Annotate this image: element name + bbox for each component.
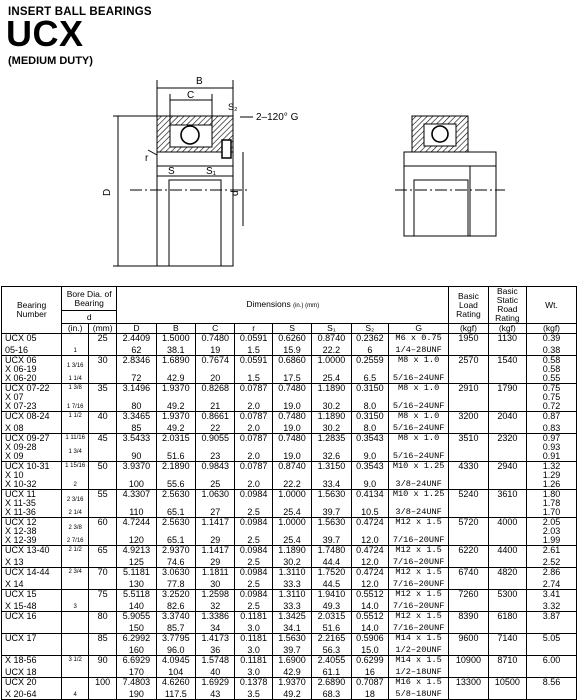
dim-s1: 1.0000 25.4 xyxy=(312,356,351,384)
dim-c: 1.1417 29 xyxy=(196,518,235,546)
static-rating: 4400 xyxy=(488,546,526,568)
bore-mm: 75 xyxy=(89,590,117,612)
table-row xyxy=(2,590,577,612)
table-row xyxy=(2,518,577,546)
header-col-D: D xyxy=(117,324,156,334)
dim-s2: 0.3150 8.0 xyxy=(351,412,388,434)
weight: 8.56 xyxy=(527,678,577,700)
dim-r: 0.0984 2.5 xyxy=(235,490,272,518)
dim-s1: 1.2835 32.6 xyxy=(312,434,351,462)
dim-d: 5.1181 130 xyxy=(117,568,156,590)
table-row xyxy=(2,678,577,700)
dim-b: 1.5000 38.1 xyxy=(156,334,195,356)
bore-mm: 50 xyxy=(89,462,117,490)
bore-inch: 1 3/16 1 1/4 xyxy=(62,356,89,384)
bore-inch: 1 11/16 1 3/4 xyxy=(62,434,89,462)
weight: 2.61 2.52 xyxy=(527,546,577,568)
bore-inch: 2 3/16 2 1/4 xyxy=(62,490,89,518)
dim-s1: 2.6890 68.3 xyxy=(312,678,351,700)
dim-c: 1.6929 43 xyxy=(196,678,235,700)
dim-s1: 1.9410 49.3 xyxy=(312,590,351,612)
table-row xyxy=(2,546,577,568)
bearing-number: UCX 14-44 X 14 xyxy=(2,568,62,590)
bore-mm: 35 xyxy=(89,384,117,412)
header-mm: (mm) xyxy=(89,324,117,334)
dim-c: 0.7674 20 xyxy=(196,356,235,384)
dim-s: 0.6260 15.9 xyxy=(272,334,311,356)
weight: 6.00 xyxy=(527,656,577,678)
bore-inch: 4 xyxy=(62,678,89,700)
header-col-G: G xyxy=(389,324,449,334)
bore-mm: 45 xyxy=(89,434,117,462)
thread-g: M14 x 1.5 1/2–18UNF xyxy=(389,656,449,678)
dim-s2: 0.2362 6 xyxy=(351,334,388,356)
header-col-C: C xyxy=(196,324,235,334)
label-C: C xyxy=(187,90,195,101)
dim-s1: 1.5630 39.7 xyxy=(312,518,351,546)
dim-b: 2.1890 55.6 xyxy=(156,462,195,490)
table-row xyxy=(2,656,577,678)
dim-s2: 0.5906 15.0 xyxy=(351,634,388,656)
label-setscrew: 2–120° G xyxy=(256,112,299,123)
label-B: B xyxy=(196,76,203,87)
bearing-number: UCX 17 xyxy=(2,634,62,656)
dim-s: 1.3425 34.1 xyxy=(272,612,311,634)
thread-g: M8 x 1.0 5/16–24UNF xyxy=(389,434,449,462)
label-S1: S₁ xyxy=(206,166,217,177)
dim-s1: 2.2165 56.3 xyxy=(312,634,351,656)
header-kgf-wt: (kgf) xyxy=(527,324,577,334)
dim-s2: 0.3543 9.0 xyxy=(351,434,388,462)
dim-s: 1.1890 30.2 xyxy=(272,546,311,568)
dim-s: 0.7480 19.0 xyxy=(272,412,311,434)
static-rating: 4000 xyxy=(488,518,526,546)
table-row xyxy=(2,634,577,656)
thread-g: M8 x 1.0 5/16–24UNF xyxy=(389,356,449,384)
dim-s2: 0.7087 18 xyxy=(351,678,388,700)
bearing-number: UCX 13-40 X 13 xyxy=(2,546,62,568)
dim-r: 0.0591 1.5 xyxy=(235,356,272,384)
dim-s: 0.7480 19.0 xyxy=(272,434,311,462)
bearing-number: UCX 20 X 20-64 xyxy=(2,678,62,700)
table-row xyxy=(2,462,577,490)
dynamic-rating: 4330 xyxy=(449,462,488,490)
dim-c: 0.8661 22 xyxy=(196,412,235,434)
dynamic-rating: 6740 xyxy=(449,568,488,590)
category-title: INSERT BALL BEARINGS xyxy=(8,6,152,18)
dim-s: 1.9370 49.2 xyxy=(272,678,311,700)
bore-mm: 90 xyxy=(89,656,117,678)
dim-b: 2.5630 65.1 xyxy=(156,518,195,546)
dim-d: 3.9370 100 xyxy=(117,462,156,490)
header-weight: Wt. xyxy=(527,287,577,324)
bearing-number: UCX 07-22 X 07 X 07-23 xyxy=(2,384,62,412)
static-rating: 3610 xyxy=(488,490,526,518)
bore-mm: 70 xyxy=(89,568,117,590)
header-in: (in.) xyxy=(62,324,89,334)
static-rating: 7140 xyxy=(488,634,526,656)
dim-c: 0.7480 19 xyxy=(196,334,235,356)
dim-d: 4.3307 110 xyxy=(117,490,156,518)
table-row xyxy=(2,490,577,518)
bearing-number: UCX 10-31 X 10 X 10-32 xyxy=(2,462,62,490)
dim-s: 0.8740 22.2 xyxy=(272,462,311,490)
weight: 2.05 2.03 1.99 xyxy=(527,518,577,546)
weight: 1.80 1.78 1.70 xyxy=(527,490,577,518)
bore-mm: 100 xyxy=(89,678,117,700)
dim-b: 2.5630 65.1 xyxy=(156,490,195,518)
dim-s2: 0.5512 14.0 xyxy=(351,612,388,634)
dim-c: 0.8268 21 xyxy=(196,384,235,412)
dim-s2: 0.6299 16 xyxy=(351,656,388,678)
header-kgf-dyn: (kgf) xyxy=(449,324,488,334)
static-rating: 1540 xyxy=(488,356,526,384)
dim-d: 2.4409 62 xyxy=(117,334,156,356)
dim-b: 2.0315 51.6 xyxy=(156,434,195,462)
header-col-r: r xyxy=(235,324,272,334)
header-col-B: B xyxy=(156,324,195,334)
bore-inch: 2 3/8 2 7/16 xyxy=(62,518,89,546)
dim-c: 1.4173 36 xyxy=(196,634,235,656)
bearing-number: UCX 11 X 11-35 X 11-36 xyxy=(2,490,62,518)
dim-s1: 1.7520 44.5 xyxy=(312,568,351,590)
label-d: d xyxy=(230,190,241,196)
thread-g: M6 x 0.75 1/4–28UNF xyxy=(389,334,449,356)
dim-s: 1.6900 42.9 xyxy=(272,656,311,678)
dim-r: 0.1181 3.0 xyxy=(235,656,272,678)
dim-s2: 0.2559 6.5 xyxy=(351,356,388,384)
bore-inch: 3 xyxy=(62,590,89,612)
weight: 0.97 0.93 0.91 xyxy=(527,434,577,462)
static-rating: 1130 xyxy=(488,334,526,356)
dim-r: 0.0984 2.5 xyxy=(235,590,272,612)
label-D: D xyxy=(102,188,113,196)
dynamic-rating: 5240 xyxy=(449,490,488,518)
dim-r: 0.0787 2.0 xyxy=(235,384,272,412)
table-row xyxy=(2,412,577,434)
side-view xyxy=(395,116,505,236)
dim-s2: 0.4724 12.0 xyxy=(351,518,388,546)
dim-r: 0.0984 2.5 xyxy=(235,568,272,590)
table-row xyxy=(2,334,577,356)
static-rating: 10500 xyxy=(488,678,526,700)
dim-r: 0.0591 1.5 xyxy=(235,334,272,356)
bearing-number: X 18-56 UCX 18 xyxy=(2,656,62,678)
bore-mm: 25 xyxy=(89,334,117,356)
bore-inch: 2 3/4 xyxy=(62,568,89,590)
dynamic-rating: 10900 xyxy=(449,656,488,678)
dim-c: 1.0630 27 xyxy=(196,490,235,518)
dim-b: 3.3740 85.7 xyxy=(156,612,195,634)
dim-d: 4.9213 125 xyxy=(117,546,156,568)
bore-mm: 60 xyxy=(89,518,117,546)
dynamic-rating: 5720 xyxy=(449,518,488,546)
dim-s2: 0.3543 9.0 xyxy=(351,462,388,490)
header-d: d xyxy=(62,311,117,324)
dim-b: 4.0945 104 xyxy=(156,656,195,678)
dynamic-rating: 6220 xyxy=(449,546,488,568)
dim-s1: 2.0315 51.6 xyxy=(312,612,351,634)
bearing-number: UCX 05 05-16 xyxy=(2,334,62,356)
dynamic-rating: 8390 xyxy=(449,612,488,634)
dim-d: 3.3465 85 xyxy=(117,412,156,434)
dim-b: 1.6890 42.9 xyxy=(156,356,195,384)
header-col-S: S xyxy=(272,324,311,334)
bearing-number: UCX 09-27 X 09-28 X 09 xyxy=(2,434,62,462)
dim-s1: 1.1890 30.2 xyxy=(312,384,351,412)
dim-r: 0.1181 3.0 xyxy=(235,634,272,656)
bore-mm: 85 xyxy=(89,634,117,656)
bearing-number: UCX 08-24 X 08 xyxy=(2,412,62,434)
bearing-number: UCX 12 X 12-38 X 12-39 xyxy=(2,518,62,546)
thread-g: M10 x 1.25 3/8–24UNF xyxy=(389,462,449,490)
dynamic-rating: 13300 xyxy=(449,678,488,700)
thread-g: M8 x 1.0 5/16–24UNF xyxy=(389,412,449,434)
spec-table xyxy=(1,286,577,700)
dynamic-rating: 2910 xyxy=(449,384,488,412)
dim-b: 3.2520 82.6 xyxy=(156,590,195,612)
dim-s: 0.7480 19.0 xyxy=(272,384,311,412)
dim-d: 6.2992 160 xyxy=(117,634,156,656)
dim-s2: 0.4134 10.5 xyxy=(351,490,388,518)
weight: 0.58 0.58 0.55 xyxy=(527,356,577,384)
dim-b: 3.7795 96.0 xyxy=(156,634,195,656)
label-r: r xyxy=(145,153,149,164)
dim-r: 0.0787 2.0 xyxy=(235,462,272,490)
bore-mm: 65 xyxy=(89,546,117,568)
dim-d: 2.8346 72 xyxy=(117,356,156,384)
header-dynamic: Basic Load Rating xyxy=(449,287,488,324)
dim-d: 6.6929 170 xyxy=(117,656,156,678)
dynamic-rating: 3510 xyxy=(449,434,488,462)
dim-s: 1.0000 25.4 xyxy=(272,518,311,546)
table-row xyxy=(2,356,577,384)
bore-mm: 80 xyxy=(89,612,117,634)
static-rating: 8710 xyxy=(488,656,526,678)
thread-g: M12 x 1.5 7/16–20UNF xyxy=(389,612,449,634)
header-col-S1: S₁ xyxy=(312,324,351,334)
weight: 2.86 2.74 xyxy=(527,568,577,590)
bore-mm: 30 xyxy=(89,356,117,384)
dim-r: 0.1378 3.5 xyxy=(235,678,272,700)
dim-d: 3.5433 90 xyxy=(117,434,156,462)
dim-s1: 1.5630 39.7 xyxy=(312,490,351,518)
bore-inch: 3 1/2 xyxy=(62,656,89,678)
dim-r: 0.0787 2.0 xyxy=(235,434,272,462)
table-row xyxy=(2,612,577,634)
thread-g: M16 x 1.5 5/8–18UNF xyxy=(389,678,449,700)
dynamic-rating: 9600 xyxy=(449,634,488,656)
dim-d: 5.9055 150 xyxy=(117,612,156,634)
dim-c: 1.5748 40 xyxy=(196,656,235,678)
dim-s2: 0.5512 14.0 xyxy=(351,590,388,612)
static-rating: 2040 xyxy=(488,412,526,434)
dim-d: 4.7244 120 xyxy=(117,518,156,546)
label-S2: S₂ xyxy=(228,102,238,112)
weight: 0.39 0.38 xyxy=(527,334,577,356)
dim-b: 1.9370 49.2 xyxy=(156,412,195,434)
dim-r: 0.1181 3.0 xyxy=(235,612,272,634)
header-kgf-stat: (kgf) xyxy=(488,324,526,334)
thread-g: M14 x 1.5 1/2–20UNF xyxy=(389,634,449,656)
header-col-S2: S₂ xyxy=(351,324,388,334)
dim-s1: 1.7480 44.4 xyxy=(312,546,351,568)
dim-c: 0.9843 25 xyxy=(196,462,235,490)
bore-inch: 1 xyxy=(62,334,89,356)
bore-inch xyxy=(62,634,89,656)
bore-mm: 40 xyxy=(89,412,117,434)
header-dimensions: Dimensions (in.) (mm) xyxy=(117,287,449,324)
header-bearing: Bearing Number xyxy=(2,287,62,334)
bore-inch: 1 15/16 2 xyxy=(62,462,89,490)
dim-s2: 0.3150 8.0 xyxy=(351,384,388,412)
dim-s2: 0.4724 12.0 xyxy=(351,568,388,590)
model-title: UCX xyxy=(6,13,84,54)
dynamic-rating: 7260 xyxy=(449,590,488,612)
thread-g: M12 x 1.5 7/16–20UNF xyxy=(389,590,449,612)
dim-r: 0.0787 2.0 xyxy=(235,412,272,434)
dim-b: 1.9370 49.2 xyxy=(156,384,195,412)
dim-s1: 0.8740 22.2 xyxy=(312,334,351,356)
dynamic-rating: 2570 xyxy=(449,356,488,384)
thread-g: M12 x 1.5 7/16–20UNF xyxy=(389,518,449,546)
dim-s1: 1.3150 33.4 xyxy=(312,462,351,490)
thread-g: M8 x 1.0 5/16–24UNF xyxy=(389,384,449,412)
dim-s: 1.0000 25.4 xyxy=(272,490,311,518)
dim-c: 0.9055 23 xyxy=(196,434,235,462)
dim-b: 3.0630 77.8 xyxy=(156,568,195,590)
static-rating: 1790 xyxy=(488,384,526,412)
header-static: Basic Static Road Rating xyxy=(488,287,526,324)
thread-g: M12 x 1.5 7/16–20UNF xyxy=(389,568,449,590)
dynamic-rating: 3200 xyxy=(449,412,488,434)
thread-g: M10 x 1.25 3/8–24UNF xyxy=(389,490,449,518)
dim-s1: 1.1890 30.2 xyxy=(312,412,351,434)
bore-inch: 1 1/2 xyxy=(62,412,89,434)
bore-inch xyxy=(62,612,89,634)
table-row xyxy=(2,568,577,590)
static-rating: 2940 xyxy=(488,462,526,490)
bearing-number: UCX 15 X 15-48 xyxy=(2,590,62,612)
thread-g: M12 x 1.5 7/16–20UNF xyxy=(389,546,449,568)
dim-s: 1.3110 33.3 xyxy=(272,590,311,612)
table-row xyxy=(2,384,577,412)
dim-c: 1.2598 32 xyxy=(196,590,235,612)
dim-s: 1.5630 39.7 xyxy=(272,634,311,656)
dim-s: 0.6860 17.5 xyxy=(272,356,311,384)
dynamic-rating: 1950 xyxy=(449,334,488,356)
weight: 3.41 3.32 xyxy=(527,590,577,612)
dim-s2: 0.4724 12.0 xyxy=(351,546,388,568)
dim-c: 1.1811 30 xyxy=(196,568,235,590)
bearing-drawing xyxy=(0,0,579,286)
weight: 3.87 xyxy=(527,612,577,634)
weight: 1.32 1.29 1.26 xyxy=(527,462,577,490)
dim-c: 1.1417 29 xyxy=(196,546,235,568)
dim-d: 3.1496 80 xyxy=(117,384,156,412)
dim-b: 2.9370 74.6 xyxy=(156,546,195,568)
dim-s: 1.3110 33.3 xyxy=(272,568,311,590)
bore-mm: 55 xyxy=(89,490,117,518)
dim-r: 0.0984 2.5 xyxy=(235,546,272,568)
label-S: S xyxy=(168,166,175,177)
weight: 5.05 xyxy=(527,634,577,656)
dim-r: 0.0984 2.5 xyxy=(235,518,272,546)
bore-inch: 2 1/2 xyxy=(62,546,89,568)
header-bore: Bore Dia. of Bearing xyxy=(62,287,117,311)
bearing-number: UCX 06 X 06-19 X 06-20 xyxy=(2,356,62,384)
bore-inch: 1 3/8 1 7/16 xyxy=(62,384,89,412)
weight: 0.87 0.83 xyxy=(527,412,577,434)
static-rating: 5300 xyxy=(488,590,526,612)
static-rating: 4820 xyxy=(488,568,526,590)
static-rating: 2320 xyxy=(488,434,526,462)
dim-d: 7.4803 190 xyxy=(117,678,156,700)
dim-s1: 2.4055 61.1 xyxy=(312,656,351,678)
weight: 0.75 0.75 0.72 xyxy=(527,384,577,412)
duty-subtitle: (MEDIUM DUTY) xyxy=(8,55,93,67)
table-row xyxy=(2,434,577,462)
bearing-number: UCX 16 xyxy=(2,612,62,634)
dim-c: 1.3386 34 xyxy=(196,612,235,634)
dim-b: 4.6260 117.5 xyxy=(156,678,195,700)
dim-d: 5.5118 140 xyxy=(117,590,156,612)
static-rating: 6180 xyxy=(488,612,526,634)
